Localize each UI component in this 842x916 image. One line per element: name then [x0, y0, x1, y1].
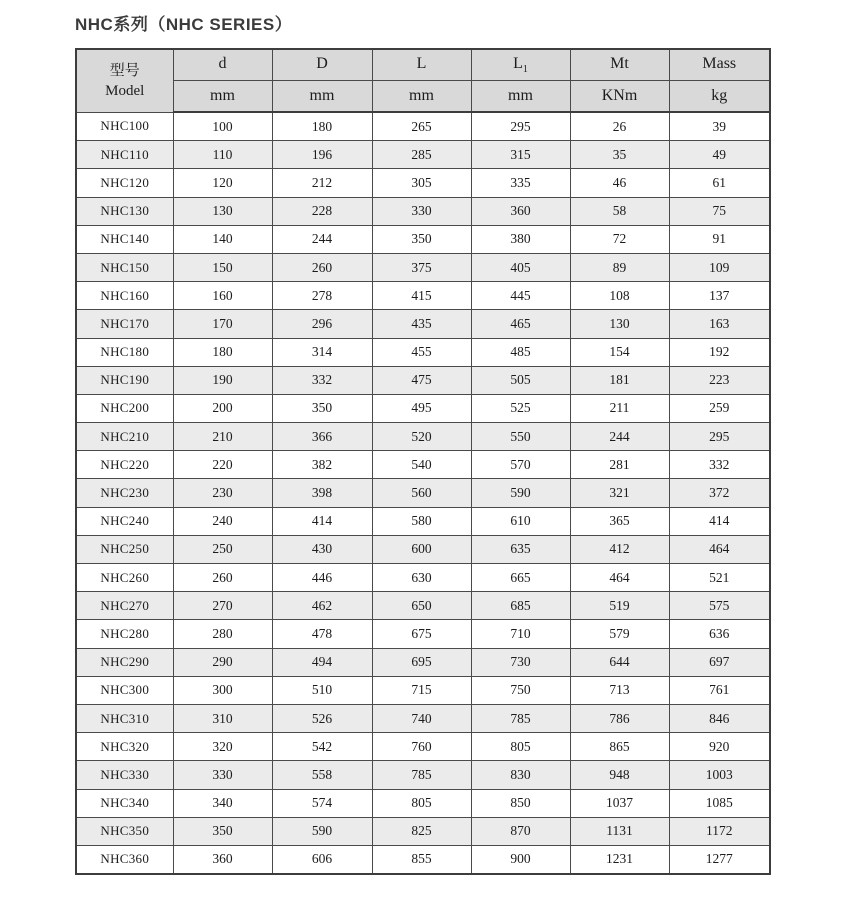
- model-cell: NHC350: [76, 817, 173, 845]
- table-row: [76, 253, 770, 281]
- value-cell: 870: [471, 817, 570, 845]
- value-cell: 805: [471, 733, 570, 761]
- model-header-zh: 型号: [109, 62, 140, 79]
- value-cell: 415: [372, 282, 471, 310]
- value-cell: 855: [372, 845, 471, 874]
- value-cell: 295: [471, 112, 570, 141]
- value-cell: 160: [173, 282, 272, 310]
- value-cell: 330: [372, 197, 471, 225]
- value-cell: 154: [570, 338, 669, 366]
- value-cell: 72: [570, 225, 669, 253]
- column-header-L: L: [372, 49, 471, 81]
- value-cell: 430: [272, 535, 372, 563]
- value-cell: 372: [669, 479, 770, 507]
- table-row: [76, 564, 770, 592]
- value-cell: 520: [372, 423, 471, 451]
- table-row: [76, 112, 770, 141]
- value-cell: 760: [372, 733, 471, 761]
- value-cell: 1277: [669, 845, 770, 874]
- model-cell: NHC160: [76, 282, 173, 310]
- value-cell: 606: [272, 845, 372, 874]
- table-row: [76, 648, 770, 676]
- table-row: [76, 197, 770, 225]
- value-cell: 464: [570, 564, 669, 592]
- table-row: [76, 169, 770, 197]
- model-cell: NHC100: [76, 112, 173, 141]
- model-cell: NHC150: [76, 253, 173, 281]
- value-cell: 210: [173, 423, 272, 451]
- value-cell: 39: [669, 112, 770, 141]
- value-cell: 305: [372, 169, 471, 197]
- value-cell: 644: [570, 648, 669, 676]
- unit-Mass: kg: [669, 81, 770, 113]
- value-cell: 360: [471, 197, 570, 225]
- header-label-row: [76, 49, 770, 81]
- column-header-Mass: Mass: [669, 49, 770, 81]
- value-cell: 163: [669, 310, 770, 338]
- value-cell: 280: [173, 620, 272, 648]
- value-cell: 108: [570, 282, 669, 310]
- model-cell: NHC180: [76, 338, 173, 366]
- value-cell: 332: [272, 366, 372, 394]
- value-cell: 761: [669, 676, 770, 704]
- model-cell: NHC280: [76, 620, 173, 648]
- value-cell: 610: [471, 507, 570, 535]
- value-cell: 414: [272, 507, 372, 535]
- value-cell: 61: [669, 169, 770, 197]
- model-cell: NHC120: [76, 169, 173, 197]
- value-cell: 785: [372, 761, 471, 789]
- value-cell: 335: [471, 169, 570, 197]
- value-cell: 590: [272, 817, 372, 845]
- value-cell: 846: [669, 704, 770, 732]
- value-cell: 920: [669, 733, 770, 761]
- value-cell: 350: [173, 817, 272, 845]
- value-cell: 435: [372, 310, 471, 338]
- value-cell: 380: [471, 225, 570, 253]
- value-cell: 478: [272, 620, 372, 648]
- value-cell: 398: [272, 479, 372, 507]
- value-cell: 685: [471, 592, 570, 620]
- table-row: [76, 451, 770, 479]
- table-row: [76, 423, 770, 451]
- model-header-en: Model: [105, 82, 145, 99]
- table-row: [76, 338, 770, 366]
- value-cell: 375: [372, 253, 471, 281]
- model-cell: NHC140: [76, 225, 173, 253]
- value-cell: 211: [570, 394, 669, 422]
- value-cell: 445: [471, 282, 570, 310]
- value-cell: 35: [570, 141, 669, 169]
- header-units-row: [76, 81, 770, 113]
- table-row: [76, 817, 770, 845]
- value-cell: 715: [372, 676, 471, 704]
- value-cell: 750: [471, 676, 570, 704]
- value-cell: 330: [173, 761, 272, 789]
- value-cell: 220: [173, 451, 272, 479]
- value-cell: 228: [272, 197, 372, 225]
- model-cell: NHC190: [76, 366, 173, 394]
- table-row: [76, 676, 770, 704]
- value-cell: 321: [570, 479, 669, 507]
- value-cell: 785: [471, 704, 570, 732]
- value-cell: 89: [570, 253, 669, 281]
- value-cell: 850: [471, 789, 570, 817]
- value-cell: 695: [372, 648, 471, 676]
- model-cell: NHC170: [76, 310, 173, 338]
- value-cell: 558: [272, 761, 372, 789]
- value-cell: 332: [669, 451, 770, 479]
- value-cell: 180: [272, 112, 372, 141]
- value-cell: 192: [669, 338, 770, 366]
- value-cell: 314: [272, 338, 372, 366]
- value-cell: 366: [272, 423, 372, 451]
- value-cell: 295: [669, 423, 770, 451]
- value-cell: 600: [372, 535, 471, 563]
- value-cell: 446: [272, 564, 372, 592]
- model-cell: NHC110: [76, 141, 173, 169]
- value-cell: 58: [570, 197, 669, 225]
- column-header-D: D: [272, 49, 372, 81]
- value-cell: 635: [471, 535, 570, 563]
- model-cell: NHC220: [76, 451, 173, 479]
- value-cell: 26: [570, 112, 669, 141]
- value-cell: 485: [471, 338, 570, 366]
- model-cell: NHC270: [76, 592, 173, 620]
- value-cell: 244: [272, 225, 372, 253]
- value-cell: 310: [173, 704, 272, 732]
- value-cell: 713: [570, 676, 669, 704]
- value-cell: 244: [570, 423, 669, 451]
- value-cell: 740: [372, 704, 471, 732]
- value-cell: 510: [272, 676, 372, 704]
- value-cell: 730: [471, 648, 570, 676]
- value-cell: 137: [669, 282, 770, 310]
- value-cell: 675: [372, 620, 471, 648]
- value-cell: 285: [372, 141, 471, 169]
- value-cell: 948: [570, 761, 669, 789]
- value-cell: 495: [372, 394, 471, 422]
- value-cell: 805: [372, 789, 471, 817]
- model-cell: NHC210: [76, 423, 173, 451]
- value-cell: 315: [471, 141, 570, 169]
- unit-D: mm: [272, 81, 372, 113]
- value-cell: 109: [669, 253, 770, 281]
- value-cell: 525: [471, 394, 570, 422]
- value-cell: 462: [272, 592, 372, 620]
- value-cell: 1037: [570, 789, 669, 817]
- value-cell: 350: [372, 225, 471, 253]
- value-cell: 710: [471, 620, 570, 648]
- value-cell: 240: [173, 507, 272, 535]
- value-cell: 140: [173, 225, 272, 253]
- table-row: [76, 845, 770, 874]
- value-cell: 250: [173, 535, 272, 563]
- value-cell: 265: [372, 112, 471, 141]
- table-header: [76, 49, 770, 112]
- table-row: [76, 761, 770, 789]
- value-cell: 49: [669, 141, 770, 169]
- value-cell: 521: [669, 564, 770, 592]
- table-row: [76, 282, 770, 310]
- model-cell: NHC200: [76, 394, 173, 422]
- value-cell: 550: [471, 423, 570, 451]
- value-cell: 230: [173, 479, 272, 507]
- value-cell: 830: [471, 761, 570, 789]
- value-cell: 130: [570, 310, 669, 338]
- value-cell: 170: [173, 310, 272, 338]
- value-cell: 579: [570, 620, 669, 648]
- table-row: [76, 479, 770, 507]
- value-cell: 560: [372, 479, 471, 507]
- table-row: [76, 535, 770, 563]
- value-cell: 350: [272, 394, 372, 422]
- value-cell: 180: [173, 338, 272, 366]
- catalog-page: [75, 10, 769, 875]
- table-row: [76, 789, 770, 817]
- value-cell: 540: [372, 451, 471, 479]
- value-cell: 590: [471, 479, 570, 507]
- model-cell: NHC310: [76, 704, 173, 732]
- model-cell: NHC340: [76, 789, 173, 817]
- column-header-model: [76, 49, 173, 112]
- value-cell: 519: [570, 592, 669, 620]
- value-cell: 130: [173, 197, 272, 225]
- value-cell: 505: [471, 366, 570, 394]
- value-cell: 300: [173, 676, 272, 704]
- value-cell: 405: [471, 253, 570, 281]
- value-cell: 630: [372, 564, 471, 592]
- value-cell: 278: [272, 282, 372, 310]
- value-cell: 212: [272, 169, 372, 197]
- value-cell: 1085: [669, 789, 770, 817]
- value-cell: 120: [173, 169, 272, 197]
- value-cell: 1003: [669, 761, 770, 789]
- model-cell: NHC230: [76, 479, 173, 507]
- value-cell: 636: [669, 620, 770, 648]
- value-cell: 1172: [669, 817, 770, 845]
- value-cell: 181: [570, 366, 669, 394]
- unit-L1: mm: [471, 81, 570, 113]
- value-cell: 365: [570, 507, 669, 535]
- value-cell: 150: [173, 253, 272, 281]
- value-cell: 900: [471, 845, 570, 874]
- table-row: [76, 310, 770, 338]
- table-row: [76, 592, 770, 620]
- model-cell: NHC130: [76, 197, 173, 225]
- model-cell: NHC260: [76, 564, 173, 592]
- value-cell: 46: [570, 169, 669, 197]
- unit-L: mm: [372, 81, 471, 113]
- value-cell: 340: [173, 789, 272, 817]
- table-body: [76, 112, 770, 874]
- value-cell: 412: [570, 535, 669, 563]
- value-cell: 570: [471, 451, 570, 479]
- value-cell: 110: [173, 141, 272, 169]
- value-cell: 281: [570, 451, 669, 479]
- model-cell: NHC300: [76, 676, 173, 704]
- value-cell: 465: [471, 310, 570, 338]
- column-header-d: d: [173, 49, 272, 81]
- table-row: [76, 704, 770, 732]
- table-row: [76, 733, 770, 761]
- table-row: [76, 620, 770, 648]
- value-cell: 786: [570, 704, 669, 732]
- value-cell: 75: [669, 197, 770, 225]
- model-cell: NHC250: [76, 535, 173, 563]
- model-cell: NHC290: [76, 648, 173, 676]
- value-cell: 475: [372, 366, 471, 394]
- value-cell: 665: [471, 564, 570, 592]
- value-cell: 196: [272, 141, 372, 169]
- value-cell: 296: [272, 310, 372, 338]
- value-cell: 260: [272, 253, 372, 281]
- value-cell: 382: [272, 451, 372, 479]
- value-cell: 580: [372, 507, 471, 535]
- value-cell: 1131: [570, 817, 669, 845]
- value-cell: 650: [372, 592, 471, 620]
- value-cell: 100: [173, 112, 272, 141]
- value-cell: 542: [272, 733, 372, 761]
- table-row: [76, 225, 770, 253]
- value-cell: 865: [570, 733, 669, 761]
- table-row: [76, 394, 770, 422]
- spec-table: [75, 48, 771, 875]
- table-row: [76, 366, 770, 394]
- value-cell: 526: [272, 704, 372, 732]
- value-cell: 574: [272, 789, 372, 817]
- value-cell: 575: [669, 592, 770, 620]
- value-cell: 414: [669, 507, 770, 535]
- value-cell: 200: [173, 394, 272, 422]
- model-cell: NHC330: [76, 761, 173, 789]
- value-cell: 1231: [570, 845, 669, 874]
- model-cell: NHC360: [76, 845, 173, 874]
- table-row: [76, 507, 770, 535]
- page-title: NHC系列（NHC SERIES）: [75, 15, 293, 34]
- column-header-Mt: Mt: [570, 49, 669, 81]
- value-cell: 270: [173, 592, 272, 620]
- column-header-L1: $L_1$: [471, 49, 570, 81]
- value-cell: 825: [372, 817, 471, 845]
- value-cell: 360: [173, 845, 272, 874]
- value-cell: 494: [272, 648, 372, 676]
- value-cell: 455: [372, 338, 471, 366]
- table-row: [76, 141, 770, 169]
- unit-d: mm: [173, 81, 272, 113]
- value-cell: 91: [669, 225, 770, 253]
- value-cell: 290: [173, 648, 272, 676]
- value-cell: 697: [669, 648, 770, 676]
- value-cell: 259: [669, 394, 770, 422]
- value-cell: 223: [669, 366, 770, 394]
- unit-Mt: KNm: [570, 81, 669, 113]
- value-cell: 190: [173, 366, 272, 394]
- value-cell: 260: [173, 564, 272, 592]
- model-cell: NHC240: [76, 507, 173, 535]
- value-cell: 464: [669, 535, 770, 563]
- model-cell: NHC320: [76, 733, 173, 761]
- value-cell: 320: [173, 733, 272, 761]
